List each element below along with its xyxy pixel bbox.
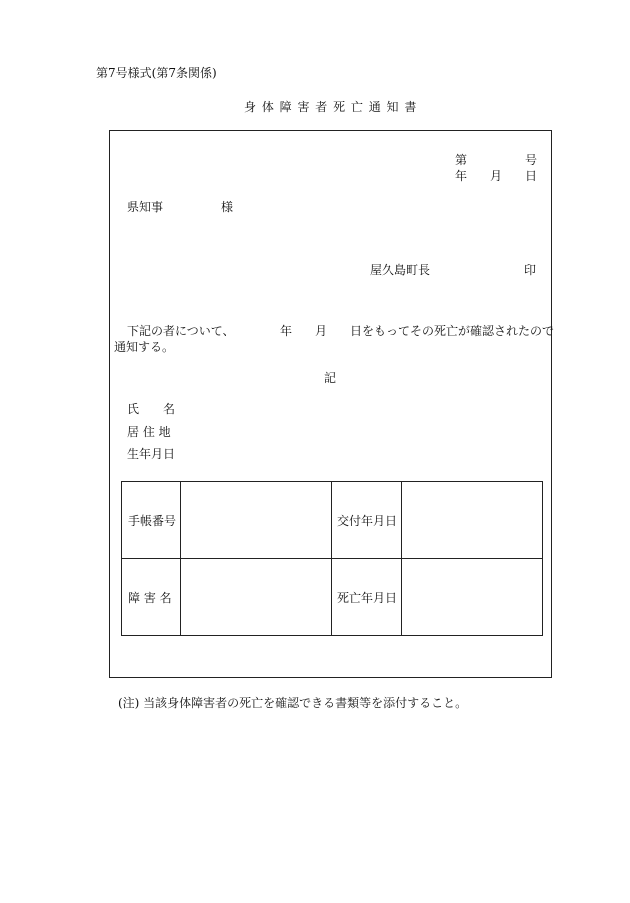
- form-number: 第7号様式(第7条関係): [96, 66, 217, 80]
- disability-name-label: 障 害 名: [122, 559, 181, 636]
- death-date-label: 死亡年月日: [332, 559, 402, 636]
- field-name-label: 氏 名: [127, 402, 176, 416]
- notebook-number-cell: [181, 482, 332, 559]
- doc-number-go: 号: [525, 153, 538, 167]
- issue-date-cell: [402, 482, 543, 559]
- notice-suffix: 日をもってその死亡が確認されたので: [350, 324, 555, 338]
- document-title: 身 体 障 害 者 死 亡 通 知 書: [244, 100, 418, 114]
- sender-mayor: 屋久島町長: [370, 263, 431, 277]
- info-table: [121, 481, 543, 636]
- footnote: (注) 当該身体障害者の死亡を確認できる書類等を添付すること。: [118, 696, 468, 710]
- date-month: 月: [490, 169, 503, 183]
- addressee-governor: 県知事: [127, 200, 164, 214]
- death-date-cell: [402, 559, 543, 636]
- disability-name-cell: [181, 559, 332, 636]
- date-day: 日: [525, 169, 538, 183]
- notebook-number-label: 手帳番号: [122, 482, 181, 559]
- notice-month: 月: [315, 324, 328, 338]
- field-birthdate-label: 生年月日: [127, 447, 176, 461]
- notice-line2: 通知する。: [114, 340, 175, 354]
- notice-prefix: 下記の者について、: [127, 324, 235, 338]
- notice-year: 年: [280, 324, 293, 338]
- issue-date-label: 交付年月日: [332, 482, 402, 559]
- seal-mark: 印: [524, 263, 537, 277]
- field-residence-label: 居 住 地: [127, 425, 171, 439]
- date-year: 年: [455, 169, 468, 183]
- ki-heading: 記: [324, 371, 337, 385]
- addressee-honorific: 様: [221, 200, 234, 214]
- doc-number-dai: 第: [455, 153, 468, 167]
